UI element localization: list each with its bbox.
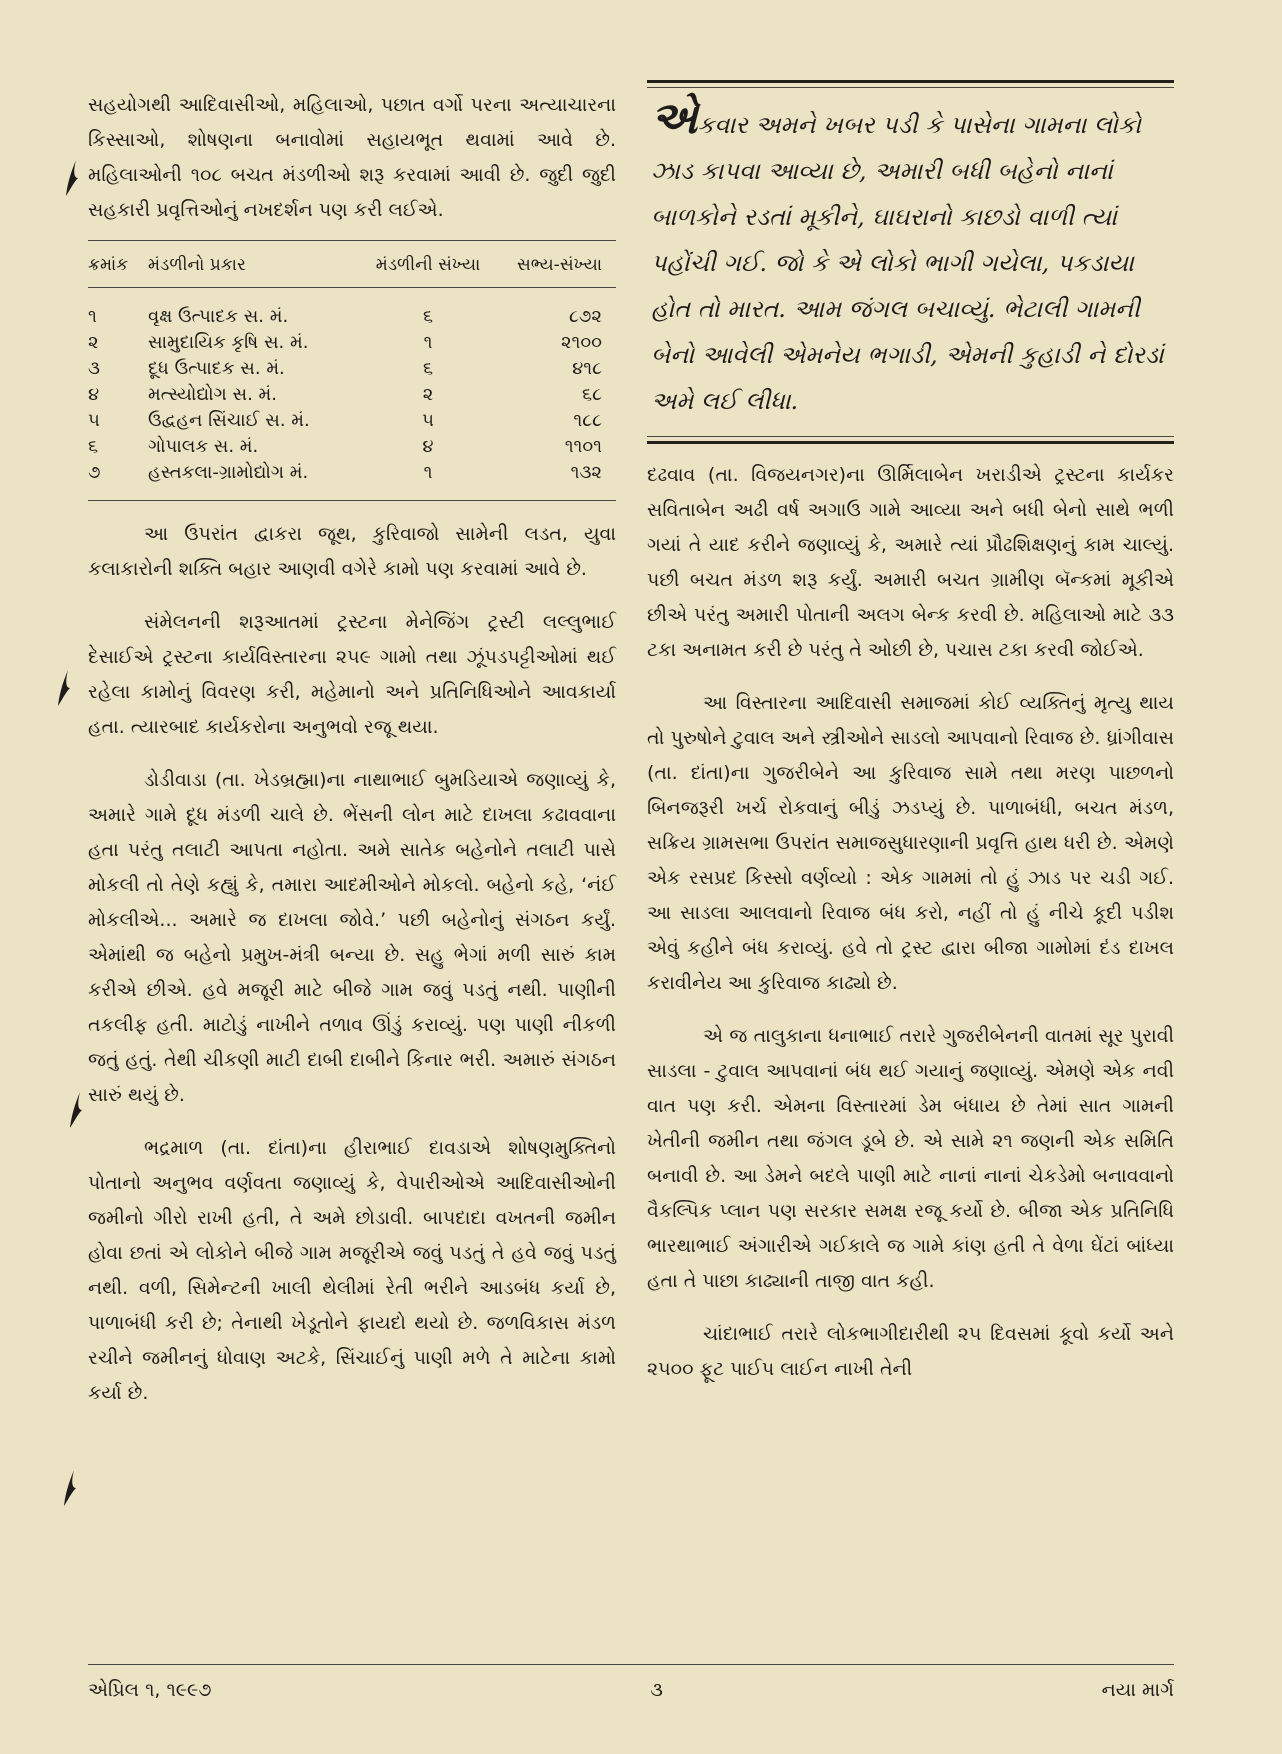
table-row bbox=[88, 330, 616, 356]
header-serial: ક્રમાંક bbox=[88, 255, 129, 275]
cell-count: ૧ bbox=[423, 462, 433, 483]
margin-mark-icon bbox=[64, 158, 80, 198]
table-row bbox=[88, 304, 616, 330]
table-bottom-rule bbox=[88, 500, 616, 501]
table-row bbox=[88, 356, 616, 382]
cell-members: ૧૩૨ bbox=[570, 462, 602, 483]
cell-type: વૃક્ષ ઉત્પાદક સ. મં. bbox=[148, 306, 289, 327]
cell-count: ૫ bbox=[422, 410, 434, 431]
cell-serial: ૫ bbox=[88, 410, 100, 431]
cell-members: ૬૮ bbox=[582, 384, 602, 405]
paragraph-dadhvav: દઢવાવ (તા. વિજયનગર)ના ઊર્મિલાબેન ખરાડીએ ટ્રસ્ટના કાર્યકર સવિતાબેન અઢી વર્ષ અગાઉ ગામે આવ્યા અને બધી બેનો સાથે ભળી ગયાં તે યાદ કરીને જણાવ્યું કે, અમારે ત્યાં પ્રૌઢશિક્ષણનું કામ ચાલ્યું. પછી બચત મંડળ શરૂ કર્યું. અમારી બચત ગ્રામીણ બૅન્કમાં મૂકીએ છીએ પરંતુ અમારી પોતાની અલગ બેન્ક કરવી છે. મહિલાઓ માટે ૩૩ ટકા અનામત કરી છે પરંતુ તે ઓછી છે, પચાસ ટકા કરવી જોઈએ. bbox=[647, 464, 1174, 661]
cell-serial: ૩ bbox=[88, 358, 100, 379]
cell-type: હસ્તકલા-ગ્રામોદ્યોગ મં. bbox=[148, 462, 309, 483]
table-row bbox=[88, 382, 616, 408]
cell-serial: ૬ bbox=[88, 436, 99, 457]
footer-publication: નયા માર્ગ bbox=[1101, 1679, 1174, 1701]
cell-count: ૬ bbox=[422, 358, 434, 379]
cell-members: ૨૧૦૦ bbox=[560, 332, 602, 353]
cell-members: ૪૧૮ bbox=[572, 358, 602, 379]
margin-mark-icon bbox=[68, 1090, 84, 1130]
cell-type: ઉદ્વહન સિંચાઈ સ. મં. bbox=[148, 410, 310, 431]
quote-top-rule bbox=[647, 80, 1174, 83]
table-row bbox=[88, 460, 616, 486]
footer-date: એપ્રિલ ૧, ૧૯૯૭ bbox=[88, 1679, 212, 1701]
cell-members: ૮૭૨ bbox=[569, 306, 602, 327]
quote-bottom-rule-thin bbox=[647, 436, 1174, 437]
table-header-row bbox=[88, 241, 616, 287]
footer-page-number: ૩ bbox=[650, 1679, 663, 1701]
table-row bbox=[88, 408, 616, 434]
cell-type: સામુદાયિક કૃષિ સ. મં. bbox=[148, 332, 309, 353]
cell-serial: ૨ bbox=[88, 332, 99, 353]
cooperatives-table bbox=[88, 241, 616, 486]
paragraph-customs: આ ઉપરાંત દ્વાકરા જૂથ, કુરિવાજો સામેની લડત, યુવા કલાકારોની શક્તિ બહાર આણવી વગેરે કામો પણ કરવામાં આવે છે. bbox=[88, 523, 616, 580]
cell-members: ૧૧૦૧ bbox=[564, 436, 602, 457]
paragraph-chandabhai: ચાંદાભાઈ તરારે લોકભાગીદારીથી ૨૫ દિવસમાં કૂવો કર્યો અને ૨૫૦૦ ફૂટ પાઈપ લાઈન નાખી તેની bbox=[647, 1323, 1174, 1380]
cell-serial: ૪ bbox=[88, 384, 100, 405]
cell-count: ૪ bbox=[422, 436, 434, 457]
header-type: મંડળીનો પ્રકાર bbox=[148, 255, 246, 275]
header-count: મંડળીની સંખ્યા bbox=[375, 255, 481, 275]
header-members: સભ્ય-સંખ્યા bbox=[517, 255, 602, 275]
paragraph-dhanabhai: એ જ તાલુકાના ધનાભાઈ તરારે ગુજરીબેનની વાતમાં સૂર પુરાવી સાડલા - ટુવાલ આપવાનાં બંધ થઈ ગયાનું જણાવ્યું. એમણે એક નવી વાત પણ કરી. એમના વિસ્તારમાં ડેમ બંધાય છે તેમાં સાત ગામની ખેતીની જમીન તથા જંગલ ડૂબે છે. એ સામે ૨૧ જણની એક સમિતિ બનાવી છે. આ ડેમને બદલે પાણી માટે નાનાં નાનાં ચેકડેમો બનાવવાનો વૈકલ્પિક પ્લાન પણ સરકાર સમક્ષ રજૂ કર્યો છે. બીજા એક પ્રતિનિધિ ભારથાભાઈ અંગારીએ ગઈકાલે જ ગામે કાંણ હતી તે વેળા ઘેંટાં બાંધ્યા હતા તે પાછા કાઢ્યાની તાજી વાત કહી. bbox=[647, 1025, 1174, 1292]
quote-dropcap: એ bbox=[651, 93, 698, 144]
cell-type: મત્સ્યોદ્યોગ સ. મં. bbox=[148, 384, 277, 405]
paragraph-tribal-custom: આ વિસ્તારના આદિવાસી સમાજમાં કોઈ વ્યક્તિનું મૃત્યુ થાય તો પુરુષોને ટુવાલ અને સ્ત્રીઓને સાડલો આપવાનો રિવાજ છે. ધ્રાંગીવાસ (તા. દાંતા)ના ગુજરીબેને આ કુરિવાજ સામે તથા મરણ પાછળનો બિનજરૂરી ખર્ચ રોકવાનું બીડું ઝડપ્યું છે. પાળાબંધી, બચત મંડળ, સક્રિય ગ્રામસભા ઉપરાંત સમાજસુધારણાની પ્રવૃત્તિ હાથ ધરી છે. એમણે એક રસપ્રદ કિસ્સો વર્ણવ્યો : એક ગામમાં તો હું ઝાડ પર ચડી ગઈ. આ સાડલા આલવાનો રિવાજ બંધ કરો, નહીં તો હું નીચે કૂદી પડીશ એવું કહીને બંધ કરાવ્યું. હવે તો ટ્રસ્ટ દ્વારા બીજા ગામોમાં દંડ દાખલ કરાવીનેય આ કુરિવાજ કાઢ્યો છે. bbox=[647, 692, 1174, 994]
table-row bbox=[88, 434, 616, 460]
paragraph-conference-opening: સંમેલનની શરૂઆતમાં ટ્રસ્ટના મેનેજિંગ ટ્રસ્ટી લલ્લુભાઈ દેસાઈએ ટ્રસ્ટના કાર્યવિસ્તારના ૨૫૯ ગામો તથા ઝૂંપડપટ્ટીઓમાં થઈ રહેલા કામોનું વિવરણ કરી, મહેમાનો અને પ્રતિનિધિઓને આવકાર્યા હતા. ત્યારબાદ કાર્યકરોના અનુભવો રજૂ થયા. bbox=[88, 611, 616, 738]
page-footer bbox=[88, 1664, 1174, 1701]
paragraph-bhadramal: ભદ્રમાળ (તા. દાંતા)ના હીરાભાઈ દાવડાએ શોષણમુક્તિનો પોતાનો અનુભવ વર્ણવતા જણાવ્યું કે, વેપારીઓએ આદિવાસીઓની જમીનો ગીરો રાખી હતી, તે અમે છોડાવી. બાપદાદા વખતની જમીન હોવા છતાં એ લોકોને બીજે ગામ મજૂરીએ જવું પડતું તે હવે જવું પડતું નથી. વળી, સિમેન્ટની ખાલી થેલીમાં રેતી ભરીને આડબંધ કર્યા છે, પાળાબંધી કરી છે; તેનાથી ખેડૂતોને ફાયદો થયો છે. જળવિકાસ મંડળ રચીને જમીનનું ધોવાણ અટકે, સિંચાઈનું પાણી મળે તે માટેના કામો કર્યા છે. bbox=[88, 1137, 616, 1404]
margin-mark-icon bbox=[62, 1468, 78, 1508]
right-column bbox=[647, 80, 1174, 1387]
pull-quote bbox=[647, 88, 1174, 436]
cell-serial: ૧ bbox=[88, 306, 97, 327]
cell-count: ૧ bbox=[423, 332, 433, 353]
cell-type: ગોપાલક સ. મં. bbox=[148, 436, 259, 457]
left-column bbox=[88, 88, 616, 1411]
quote-bottom-rule bbox=[647, 441, 1174, 444]
cell-serial: ૭ bbox=[88, 462, 101, 483]
cell-members: ૧૮૮ bbox=[573, 410, 602, 431]
margin-mark-icon bbox=[56, 668, 72, 708]
intro-paragraph: સહયોગથી આદિવાસીઓ, મહિલાઓ, પછાત વર્ગો પરના અત્યાચારના કિસ્સાઓ, શોષણના બનાવોમાં સહાયભૂત થવામાં આવે છે. મહિલાઓની ૧૦૮ બચત મંડળીઓ શરૂ કરવામાં આવી છે. જુદી જુદી સહકારી પ્રવૃત્તિઓનું નખદર્શન પણ કરી લઈએ. bbox=[88, 94, 616, 221]
cell-count: ૨ bbox=[422, 384, 434, 405]
cell-type: દૂધ ઉત્પાદક સ. મં. bbox=[148, 358, 285, 379]
paragraph-dodivada: ડોડીવાડા (તા. ખેડબ્રહ્મા)ના નાથાભાઈ બુમડિયાએ જણાવ્યું કે, અમારે ગામે દૂધ મંડળી ચાલે છે. ભેંસની લોન માટે દાખલા કઢાવવાના હતા પરંતુ તલાટી આપતા નહોતા. અમે સાતેક બહેનોને તલાટી પાસે મોકલી તો તેણે કહ્યું કે, તમારા આદમીઓને મોકલો. બહેનો કહે, ‘નંઈ મોકલીએ... અમારે જ દાખલા જોવે.’ પછી બહેનોનું સંગઠન કર્યું. એમાંથી જ બહેનો પ્રમુખ-મંત્રી બન્યા છે. સહુ ભેગાં મળી સારું કામ કરીએ છીએ. હવે મજૂરી માટે બીજે ગામ જવું પડતું નથી. પાણીની તકલીફ હતી. માટોડું નાખીને તળાવ ઊંડું કરાવ્યું. પણ પાણી નીકળી જતું હતું. તેથી ચીકણી માટી દાબી દાબીને કિનાર ભરી. અમારું સંગઠન સારું થયું છે. bbox=[88, 769, 616, 1106]
cell-count: ૬ bbox=[422, 306, 434, 327]
quote-text: કવાર અમને ખબર પડી કે પાસેના ગામના લોકો ઝાડ કાપવા આવ્યા છે, અમારી બધી બહેનો નાનાં બાળકોને રડતાં મૂકીને, ઘાઘરાનો કાછડો વાળી ત્યાં પહોંચી ગઈ. જો કે એ લોકો ભાગી ગયેલા, પકડાયા હોત તો મારત. આમ જંગલ બચાવ્યું. ભેટાલી ગામની બેનો આવેલી એમનેય ભગાડી, એમની કુહાડી ને દોરડાં અમે લઈ લીધા. bbox=[651, 111, 1164, 415]
